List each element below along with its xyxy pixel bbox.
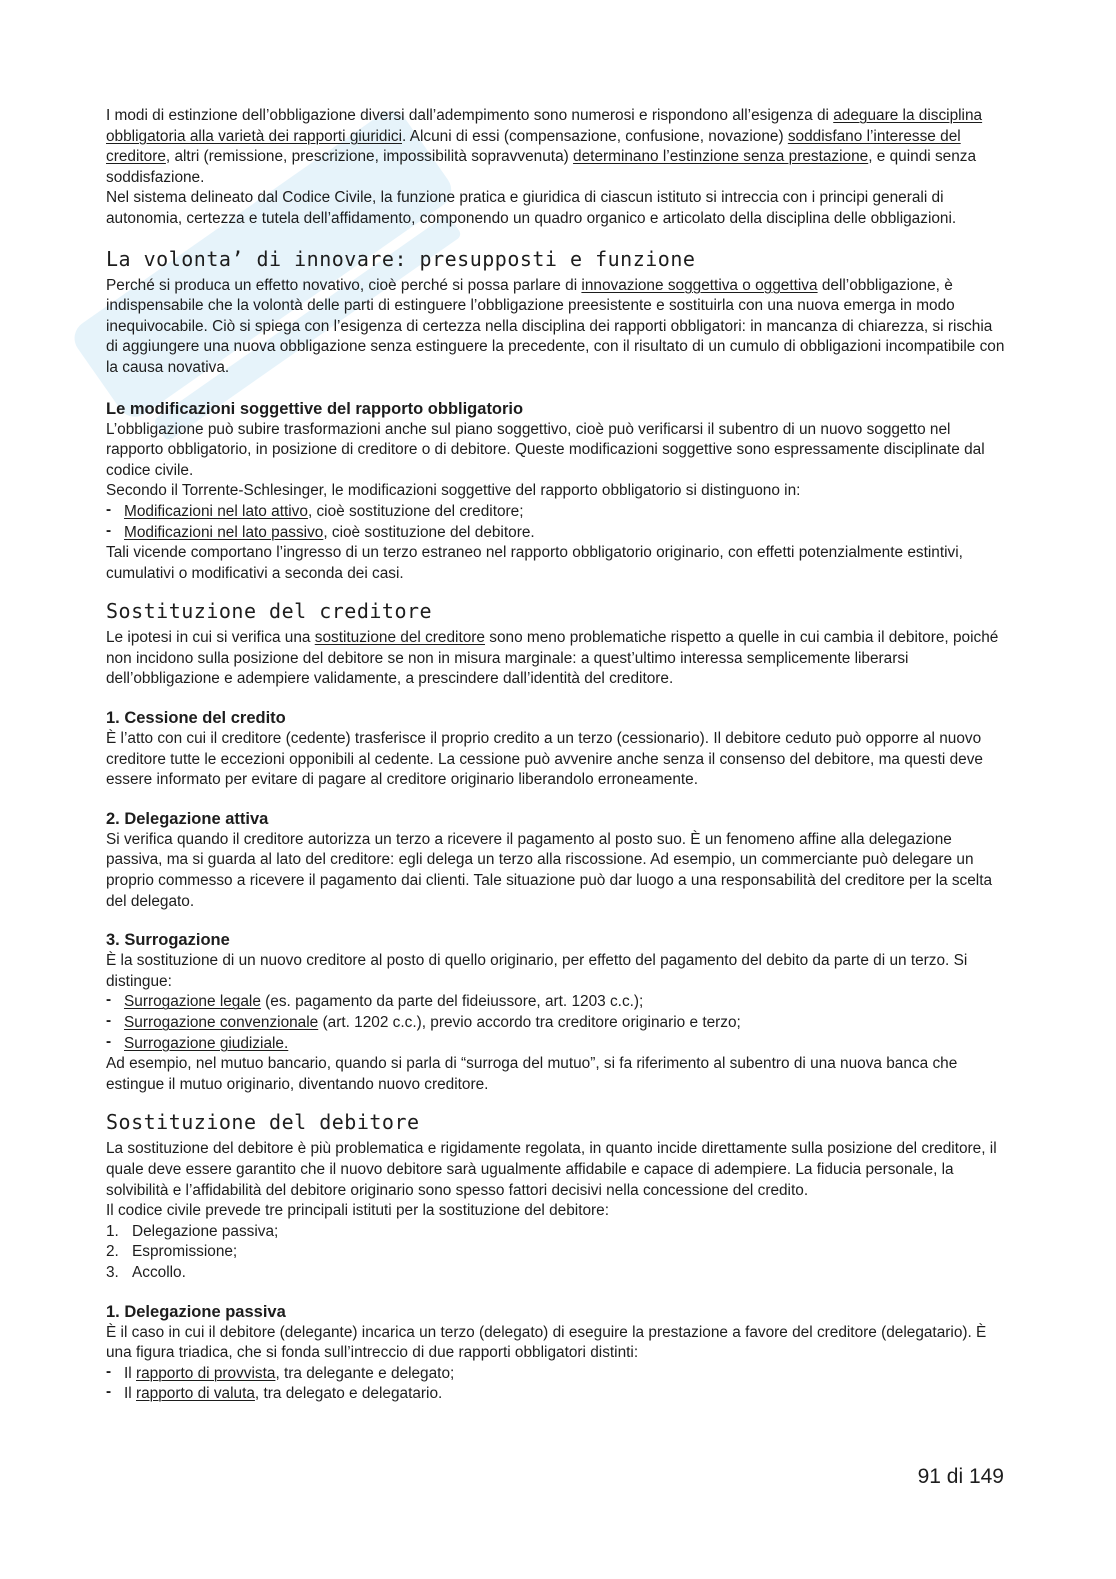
heading-surrogazione: 3. Surrogazione [106,931,230,950]
heading-delegazione-attiva: 2. Delegazione attiva [106,809,269,828]
heading-modificazioni: Le modificazioni soggettive del rapporto obbligatorio [106,399,524,418]
heading-sostituzione-creditore: Sostituzione del creditore [106,599,433,624]
delegazione-attiva-paragraph: Si verifica quando il creditore autorizza un terzo a ricevere il pagamento al posto suo. È un fenomeno affine alla delegazione passiva, ma si guarda al lato del creditore: egli delega un terzo alla riscossione. Ad esempio, un commerciante può delegare un proprio commesso a ricevere il pagamento dai clienti. Tale situazione può dar luogo a una responsabilità del creditore per la scelta del delegato. [106,830,993,910]
heading-volonta: La volonta’ di innovare: presupposti e funzione [106,246,696,271]
document-page [106,106,1006,1405]
modificazioni-paragraph-3: Tali vicende comportano l’ingresso di un terzo estraneo nel rapporto obbligatorio originario, con effetti potenzialmente estintivi, cumulativi o modificativi a seconda dei casi. [106,544,963,582]
delegazione-passiva-paragraph: È il caso in cui il debitore (delegante) incarica un terzo (delegato) di eseguire la prestazione a favore del creditore (delegatario). È una figura triadica, che si fonda sull’intreccio di due rapporti obbligatori distinti: [106,1323,987,1362]
page-number: 91 di 149 [917,1465,1004,1488]
list-item: - Surrogazione convenzionale (art. 1202 c.c.), previo accordo tra creditore originario e terzo; [106,1013,1006,1034]
list-item: - Il rapporto di provvista, tra delegante e delegato; [106,1364,1006,1385]
heading-delegazione-passiva: 1. Delegazione passiva [106,1302,286,1321]
list-item: - Surrogazione legale (es. pagamento da parte del fideiussore, art. 1203 c.c.); [106,992,1006,1013]
cessione-paragraph: È l’atto con cui il creditore (cedente) trasferisce il proprio credito a un terzo (cessionario). Il debitore ceduto può opporre al nuovo creditore tutte le eccezioni opponibili al cedente. La cessione può avvenire anche senza il consenso del debitore, ma questi deve essere informato per evitare di pagare al creditore originario liberandolo erroneamente. [106,730,983,789]
sost-debitore-paragraph-1: La sostituzione del debitore è più problematica e rigidamente regolata, in quanto incide direttamente sulla posizione del creditore, il quale deve essere garantito che il nuovo debitore sarà ugualmente affidabile e capace di adempiere. La fiducia personale, la solvibilità e l’affidabilità del debitore originario sono spesso fattori decisivi nella concessione del credito. [106,1140,997,1199]
list-item: 2. Espromissione; [106,1243,238,1261]
intro-paragraph-2: Nel sistema delineato dal Codice Civile, la funzione pratica e giuridica di ciascun istituto si intreccia con i principi generali di autonomia, certezza e tutela dell’affidamento, componendo un quadro organico e articolato della disciplina delle obbligazioni. [106,189,957,227]
surrogazione-paragraph-2: Ad esempio, nel mutuo bancario, quando si parla di “surroga del mutuo”, si fa riferimento al subentro di una nuova banca che estingue il mutuo originario, diventando nuovo creditore. [106,1055,958,1093]
list-item: - Surrogazione giudiziale. [106,1034,1006,1055]
sost-debitore-paragraph-2: Il codice civile prevede tre principali istituti per la sostituzione del debitore: [106,1202,610,1220]
list-item: - Modificazioni nel lato passivo, cioè sostituzione del debitore. [106,523,1006,544]
list-item: 1. Delegazione passiva; [106,1222,279,1240]
list-item: - Modificazioni nel lato attivo, cioè sostituzione del creditore; [106,502,1006,523]
heading-cessione: 1. Cessione del credito [106,709,286,728]
volonta-paragraph: Perché si produca un effetto novativo, cioè perché si possa parlare di innovazione soggettiva o oggettiva dell’obbligazione, è indispensabile che la volontà delle parti di estinguere l’obbligazione preesistente e sostituirla con una nuova emerga in modo inequivocabile. Ciò si spiega con l’esigenza di certezza nella disciplina dei rapporti obbligatori: in mancanza di chiarezza, si rischia di aggiungere una nuova obbligazione senza estinguere la precedente, con il risultato di un cumulo di obbligazioni incompatibile con la causa novativa. [106,276,1005,376]
sost-creditore-paragraph: Le ipotesi in cui si verifica una sostituzione del creditore sono meno problematiche rispetto a quelle in cui cambia il debitore, poiché non incidono sulla posizione del debitore se non in misura marginale: a quest’ultimo interessa semplicemente liberarsi dell’obbligazione e adempiere validamente, a prescindere dall’identità del creditore. [106,629,999,688]
modificazioni-paragraph-2: Secondo il Torrente-Schlesinger, le modificazioni soggettive del rapporto obbligatorio si distinguono in: [106,482,801,500]
heading-sostituzione-debitore: Sostituzione del debitore [106,1110,420,1135]
list-item: 3. Accollo. [106,1263,186,1281]
modificazioni-paragraph-1: L’obbligazione può subire trasformazioni anche sul piano soggettivo, cioè può verificarsi il subentro di un nuovo soggetto nel rapporto obbligatorio, in posizione di creditore o di debitore. Queste modificazioni soggettive sono espressamente disciplinate dal codice civile. [106,420,985,479]
surrogazione-paragraph-1: È la sostituzione di un nuovo creditore al posto di quello originario, per effetto del pagamento del debito da parte di un terzo. Si distingue: [106,952,968,990]
intro-paragraph: I modi di estinzione dell’obbligazione diversi dall’adempimento sono numerosi e rispondono all’esigenza di adeguare la disciplina obbligatoria alla varietà dei rapporti giuridici. Alcuni di essi (compensazione, confusione, novazione) soddisfano l’interesse del creditore, altri (remissione, prescrizione, impossibilità sopravvenuta) determinano l’estinzione senza prestazione, e quindi senza soddisfazione. [106,107,983,186]
list-item: - Il rapporto di valuta, tra delegato e delegatario. [106,1384,1006,1405]
